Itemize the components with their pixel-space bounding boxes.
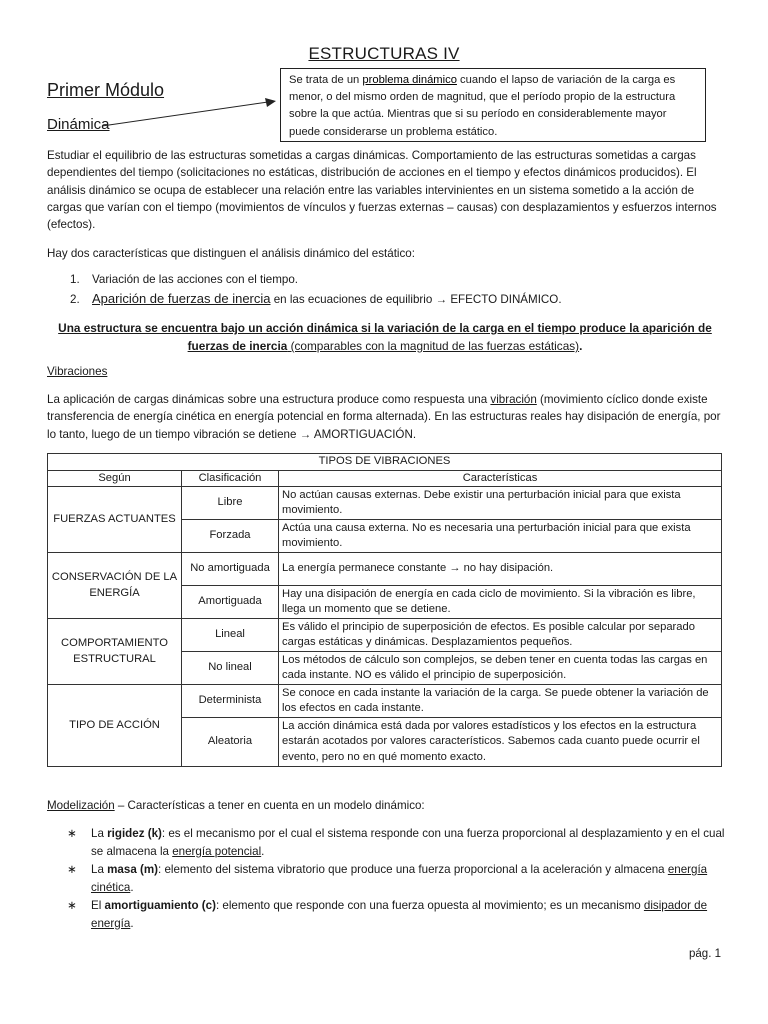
table-row <box>48 619 722 652</box>
list-end: . <box>558 293 562 306</box>
list-number: 2. <box>70 293 80 306</box>
bullet-text: : es el mecanismo por el cual el sistema responde con una fuerza proporcional al desplazamiento y en el cual se almacena la <box>91 827 725 858</box>
bullet-text: : elemento que responde con una fuerza opuesta al movimiento; es un mecanismo <box>215 899 644 912</box>
intro-text-3: ). <box>88 218 96 232</box>
column-header: Según <box>48 470 182 487</box>
characteristics-cell: Es válido el principio de superposición de efectos. Es posible calcular por separado cargas estáticas y dinámicas. Desplazamientos pequeños. <box>279 619 722 652</box>
intro-text-2: ) con desplazamientos y esfuerzos internos ( <box>47 200 717 232</box>
vibraciones-heading: Vibraciones <box>47 365 108 378</box>
definition-end: . <box>579 339 583 353</box>
characteristics-cell: Hay una disipación de energía en cada ciclo de movimiento. Si la vibración es libre, llega un momento que se detiene. <box>279 586 722 619</box>
column-header: Clasificación <box>182 470 279 487</box>
section-title: Dinámica <box>47 116 110 133</box>
classification-cell: Forzada <box>182 520 279 553</box>
bullet-star-icon: ∗ <box>67 827 77 840</box>
vibracion-term: vibración <box>490 393 537 406</box>
group-cell: FUERZAS ACTUANTES <box>48 487 182 553</box>
vib-text-2: (movimiento cíclico donde existe transferencia de energía cinética en energía potencial en forma alternada). En las estructuras reales hay disipación de energía, por lo tanto, luego de un tiempo vibración se detiene → <box>47 393 721 441</box>
bullet-pre: La <box>91 863 108 876</box>
vib-text-1: La aplicación de cargas dinámicas sobre una estructura produce como respuesta una <box>47 393 491 406</box>
group-cell: TIPO DE ACCIÓN <box>48 685 182 767</box>
characteristics-cell: La acción dinámica está dada por valores estadísticos y los efectos en la estructura estarán acotados por valores característicos. Sabemos cada cuanto puede ocurrir el evento, pero no en qué momento exacto. <box>279 718 722 767</box>
list-number: 1. <box>70 273 80 286</box>
bullet-term: masa (m) <box>107 863 159 876</box>
causas-term: causas <box>456 200 494 214</box>
characteristics-cell: Se conoce en cada instante la variación de la carga. Se puede obtener la variación de los efectos en cada instante. <box>279 685 722 718</box>
vib-end: . <box>412 427 417 441</box>
list-text: en las ecuaciones de equilibrio → <box>270 293 451 306</box>
callout-text-1: Se trata de un <box>289 74 363 86</box>
table-row <box>48 553 722 586</box>
callout-text-2: cuando el lapso de variación de la carga es menor, o del mismo orden de magnitud, que el período propio de la estructura sobre la que actúa. Mientras que si su período en considerablemente mayor puede considerarse un problema estático. <box>289 74 676 138</box>
list-text: Variación de las acciones con el tiempo. <box>92 273 299 286</box>
modelizacion-heading: Modelización <box>47 799 115 812</box>
bullet-end: . <box>130 880 134 894</box>
characteristics-cell: Actúa una causa externa. No es necesaria una perturbación inicial para que exista movimiento. <box>279 520 722 553</box>
bullet-link: energía cinética <box>91 863 708 894</box>
effect-label: EFECTO DINÁMICO <box>450 293 559 306</box>
characteristics-intro: Hay dos características que distinguen el análisis dinámico del estático: <box>47 247 415 260</box>
classification-cell: Lineal <box>182 619 279 652</box>
definition-bold: Una estructura se encuentra bajo un acción dinámica si la variación de la carga en el tiempo produce la aparición de fuerzas de inercia <box>58 321 712 353</box>
bullet-term: amortiguamiento (c) <box>104 899 216 912</box>
definition-callout <box>280 68 706 142</box>
characteristics-cell: No actúan causas externas. Debe existir una perturbación inicial para que exista movimiento. <box>279 487 722 520</box>
group-cell: CONSERVACIÓN DE LA ENERGÍA <box>48 553 182 619</box>
bullet-pre: El <box>91 899 105 912</box>
list-item <box>67 861 727 896</box>
group-cell: COMPORTAMIENTO ESTRUCTURAL <box>48 619 182 685</box>
classification-cell: Libre <box>182 487 279 520</box>
table-row <box>48 487 722 520</box>
bullet-term: rigidez (k) <box>107 827 162 840</box>
module-title: Primer Módulo <box>47 80 165 100</box>
efectos-term: efectos <box>50 218 89 232</box>
bullet-text: : elemento del sistema vibratorio que produce una fuerza proporcional a la aceleración y almacena <box>158 863 668 876</box>
callout-term: problema dinámico <box>362 74 457 86</box>
bullet-pre: La <box>91 827 108 840</box>
column-header: Características <box>279 470 722 487</box>
classification-cell: Determinista <box>182 685 279 718</box>
classification-cell: No amortiguada <box>182 553 279 586</box>
page-number: pág. 1 <box>689 948 721 960</box>
bullet-link: disipador de energía <box>91 899 708 930</box>
list-item <box>70 271 298 288</box>
dynamic-definition <box>47 319 723 355</box>
list-item <box>67 825 727 860</box>
vibration-types-table <box>47 453 722 767</box>
intro-text-1: Estudiar el equilibrio de las estructuras sometidas a cargas dinámicas. Comportamiento de las estructuras sometidas a cargas dependientes del tiempo (solicitaciones no estáticas, distribución de acciones en el tiempo y efectos dinámicos producidos). El análisis dinámico se ocupa de establecer una relación entre las variables intervinientes en un sistema sometido a la acción de cargas que varían con el tiempo (movimientos de vínculos y fuerzas externas – <box>47 149 697 214</box>
document-title: ESTRUCTURAS IV <box>308 44 460 63</box>
amortiguacion-term: AMORTIGUACIÓN <box>313 427 413 441</box>
bullet-link: energía potencial <box>172 844 262 858</box>
list-item <box>70 290 562 308</box>
inertia-highlight: Aparición de fuerzas de inercia <box>92 291 271 306</box>
classification-cell: No lineal <box>182 652 279 685</box>
modelizacion-intro <box>47 797 723 814</box>
definition-normal: (comparables con la magnitud de las fuerzas estáticas) <box>287 339 580 353</box>
classification-cell: Aleatoria <box>182 718 279 767</box>
characteristics-cell: Los métodos de cálculo son complejos, se deben tener en cuenta todas las cargas en cada instante. NO es válido el principio de superposición. <box>279 652 722 685</box>
table-row <box>48 685 722 718</box>
list-item <box>67 897 727 932</box>
bullet-end: . <box>130 916 134 930</box>
modelizacion-text: – Características a tener en cuenta en un modelo dinámico: <box>114 799 425 812</box>
classification-cell: Amortiguada <box>182 586 279 619</box>
arrow-icon <box>100 96 280 130</box>
characteristics-cell: La energía permanece constante → no hay disipación. <box>279 553 722 586</box>
bullet-end: . <box>261 844 265 858</box>
bullet-star-icon: ∗ <box>67 899 77 912</box>
table-title: TIPOS DE VIBRACIONES <box>48 454 722 471</box>
bullet-star-icon: ∗ <box>67 863 77 876</box>
intro-paragraph <box>47 147 723 233</box>
vibraciones-paragraph <box>47 391 723 443</box>
